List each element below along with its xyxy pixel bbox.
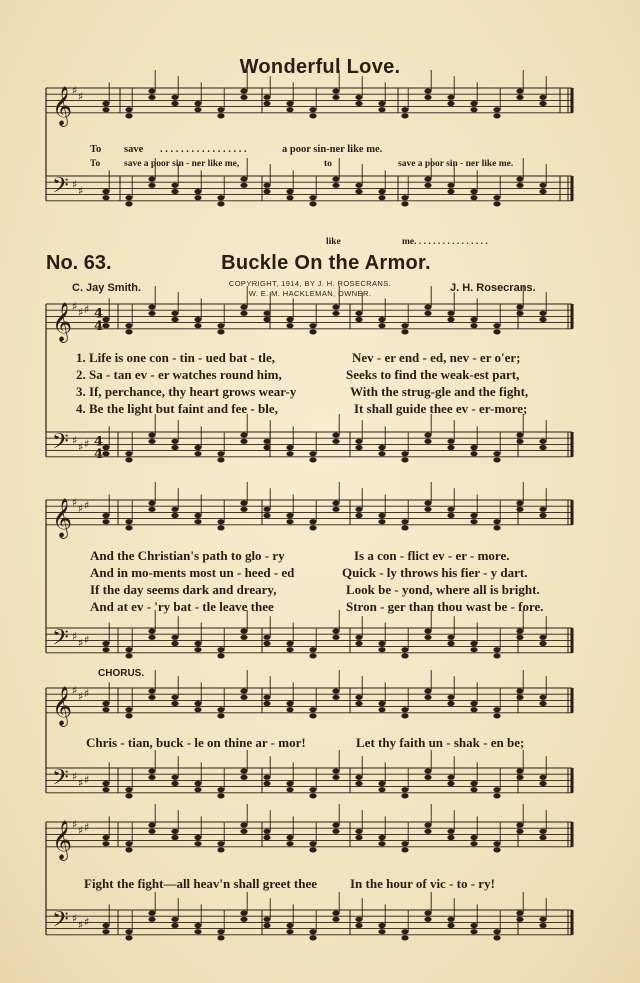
svg-text:♯: ♯ — [72, 300, 78, 313]
svg-text:♯: ♯ — [84, 437, 90, 451]
verse-2-line-d: Quick - ly throws his fier - y dart. — [342, 565, 528, 580]
verse-4-line-d: Stron - ger than thou wast be - fore. — [346, 599, 544, 614]
svg-text:♯: ♯ — [72, 496, 78, 509]
song-title-wonderful-love: Wonderful Love. — [239, 56, 401, 78]
copyright-line-1: COPYRIGHT, 1914, BY J. H. ROSECRANS. — [228, 279, 392, 288]
svg-text:♯: ♯ — [78, 440, 84, 454]
svg-text:♯: ♯ — [78, 502, 84, 516]
svg-text:♯: ♯ — [78, 690, 84, 704]
svg-text:♯: ♯ — [72, 84, 78, 97]
lyric-wonderful-2a: To — [90, 159, 101, 169]
lyric-wonderful-1a: To — [90, 144, 102, 155]
svg-text:♯: ♯ — [78, 90, 84, 104]
verse-1-line-b: Nev - er end - ed, nev - er o'er; — [352, 350, 521, 365]
verse-3-line-c: If the day seems dark and dreary, — [90, 582, 277, 597]
lyric-wonderful-3b: me. . . . . . . . . . . . . . . . — [402, 237, 488, 247]
lyric-wonderful-1d: a poor sin-ner like me. — [282, 144, 383, 155]
chorus-line-2b: In the hour of vic - to - ry! — [350, 876, 495, 891]
svg-text:♯: ♯ — [78, 776, 84, 790]
svg-text:♯: ♯ — [72, 434, 78, 448]
svg-text:♯: ♯ — [72, 912, 78, 926]
composer-credit: J. H. Rosecrans. — [450, 282, 536, 294]
svg-text:♯: ♯ — [72, 684, 78, 697]
chorus-label: CHORUS. — [98, 668, 145, 679]
verse-4-line-a: 4. Be the light but faint and fee - ble, — [76, 401, 278, 416]
svg-text:♯: ♯ — [78, 306, 84, 320]
lyric-wonderful-2b: save a poor sin - ner like me, — [124, 159, 240, 169]
svg-text:♯: ♯ — [72, 178, 78, 192]
svg-text:𝄢: 𝄢 — [52, 765, 69, 796]
svg-text:♯: ♯ — [72, 770, 78, 784]
verse-1-line-d: Is a con - flict ev - er - more. — [354, 548, 510, 563]
chorus-line-1b: Let thy faith un - shak - en be; — [356, 735, 525, 750]
chorus-line-1a: Chris - tian, buck - le on thine ar - mor! — [86, 735, 306, 750]
hymn-number: No. 63. — [46, 252, 112, 274]
svg-text:♯: ♯ — [84, 499, 90, 513]
verse-4-line-b: It shall guide thee ev - er-more; — [354, 401, 528, 416]
svg-text:4: 4 — [94, 306, 104, 322]
verse-4-line-c: And at ev - 'ry bat - tle leave thee — [90, 599, 274, 614]
verse-2-line-b: Seeks to find the weak-est part, — [346, 367, 520, 382]
svg-text:♯: ♯ — [78, 184, 84, 198]
lyric-wonderful-3a: like — [326, 237, 341, 247]
svg-text:♯: ♯ — [84, 915, 90, 929]
svg-text:♯: ♯ — [84, 687, 90, 701]
svg-text:♯: ♯ — [84, 773, 90, 787]
lyric-wonderful-2c: to — [324, 159, 332, 169]
verse-3-line-b: With the strug-gle and the fight, — [350, 384, 529, 399]
svg-text:𝄞: 𝄞 — [52, 85, 73, 126]
verse-2-line-c: And in mo-ments most un - heed - ed — [90, 565, 295, 580]
chorus-line-2a: Fight the fight—all heav'n shall greet thee — [84, 876, 318, 891]
svg-text:𝄢: 𝄢 — [52, 429, 69, 460]
verse-1-line-a: 1. Life is one con - tin - ued bat - tle, — [76, 350, 275, 365]
svg-text:𝄢: 𝄢 — [52, 625, 69, 656]
lyricist-credit: C. Jay Smith. — [72, 282, 142, 294]
svg-text:𝄢: 𝄢 — [52, 173, 69, 204]
svg-text:𝄞: 𝄞 — [52, 685, 73, 726]
verse-3-line-a: 3. If, perchance, thy heart grows wear-y — [76, 384, 297, 399]
svg-text:♯: ♯ — [84, 821, 90, 835]
lyric-wonderful-2d: save a poor sin - ner like me. — [398, 159, 514, 169]
song-title-buckle: Buckle On the Armor. — [221, 252, 431, 274]
svg-text:𝄞: 𝄞 — [52, 301, 73, 342]
svg-text:♯: ♯ — [72, 818, 78, 831]
svg-text:♯: ♯ — [84, 633, 90, 647]
svg-text:4: 4 — [94, 318, 104, 334]
lyric-wonderful-1c: . . . . . . . . . . . . . . . . . — [160, 144, 247, 155]
verse-1-line-c: And the Christian's path to glo - ry — [90, 548, 285, 563]
verse-2-line-a: 2. Sa - tan ev - er watches round him, — [76, 367, 282, 382]
svg-text:4: 4 — [94, 434, 104, 450]
copyright-line-2: W. E. M. HACKLEMAN, OWNER. — [248, 289, 372, 298]
lyric-wonderful-1b: save — [124, 144, 144, 155]
svg-text:𝄞: 𝄞 — [52, 497, 73, 538]
svg-text:♯: ♯ — [84, 303, 90, 317]
svg-text:4: 4 — [94, 446, 104, 462]
svg-text:♯: ♯ — [78, 824, 84, 838]
svg-text:𝄞: 𝄞 — [52, 819, 73, 860]
svg-text:♯: ♯ — [78, 918, 84, 932]
svg-text:𝄢: 𝄢 — [52, 907, 69, 938]
svg-text:♯: ♯ — [72, 630, 78, 644]
verse-3-line-d: Look be - yond, where all is bright. — [346, 582, 540, 597]
svg-text:♯: ♯ — [78, 636, 84, 650]
